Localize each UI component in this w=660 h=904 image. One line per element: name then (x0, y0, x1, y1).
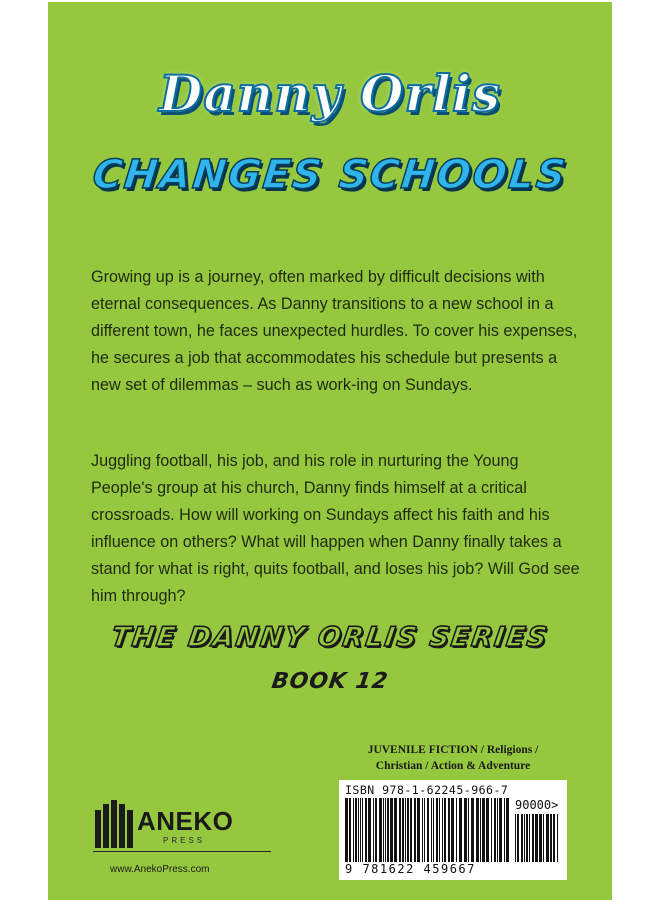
barcode-bar (444, 798, 446, 862)
barcode-bar (353, 798, 354, 862)
barcode-bar (529, 814, 530, 862)
barcode-bar (439, 798, 440, 862)
barcode-bar (464, 798, 467, 862)
publisher-website[interactable]: www.AnekoPress.com (110, 864, 210, 875)
barcode-bar (480, 798, 481, 862)
barcode-bar (379, 798, 382, 862)
blurb-paragraph-2: Juggling football, his job, and his role in nurturing the Young People's group at his church, Danny finds himself at a critical crossroads. How will working on Sundays affect his faith and his influence on others? What will happen when Danny finally takes a stand for what is right, quits football, and loses his job? Will God see him through? (91, 452, 580, 605)
barcode-bar (546, 814, 549, 862)
category-line-1: JUVENILE FICTION / Religions / (367, 744, 539, 756)
barcode-bar (383, 798, 384, 862)
barcode-bar (373, 798, 374, 862)
book-title: Danny Orlis (159, 64, 501, 123)
category-line-2: Christian / Action & Adventure (375, 760, 531, 772)
publisher-logo (93, 794, 283, 864)
price-code: 90000> (515, 798, 559, 812)
barcode-bar (535, 814, 538, 862)
category-label (338, 742, 568, 774)
barcode-bar (550, 814, 552, 862)
isbn-barcode (339, 780, 567, 880)
barcode-bar (553, 814, 555, 862)
barcode-bar (427, 798, 429, 862)
barcode-bar (442, 798, 443, 862)
barcode-bar (482, 798, 485, 862)
barcode-bar (448, 798, 450, 862)
barcode-bar (471, 798, 474, 862)
barcode-bar (394, 798, 397, 862)
barcode-bar (405, 798, 406, 862)
barcode-addon-bars (515, 814, 561, 862)
barcode-bar (407, 798, 409, 862)
barcode-bar (494, 798, 496, 862)
barcode-bar (402, 798, 404, 862)
books-icon (95, 796, 135, 848)
barcode-bar (486, 798, 489, 862)
publisher-name: ANEKO (137, 806, 234, 836)
blurb-paragraph-1: Growing up is a journey, often marked by difficult decisions with eternal consequences. As Danny transitions to a new school in a different town, he faces unexpected hurdles. To cover his expenses, he secures a job that accommodates his schedule but presents a new set of dilemmas – such as work-ing on Sundays. (91, 268, 578, 394)
book-subtitle: CHANGES SCHOOLS (90, 152, 570, 198)
barcode-bar (499, 798, 502, 862)
barcode-digits: 9 781622 459667 (345, 862, 476, 876)
barcode-bar (526, 814, 528, 862)
barcode-bar (417, 798, 420, 862)
barcode-bar (543, 814, 544, 862)
barcode-bar (422, 798, 423, 862)
book-number: BOOK 12 (269, 669, 391, 694)
barcode-bar (375, 798, 377, 862)
barcode-bars (345, 798, 509, 862)
barcode-bar (387, 798, 389, 862)
barcode-bar (521, 814, 523, 862)
barcode-bar (385, 798, 386, 862)
barcode-bar (399, 798, 401, 862)
barcode-bar (506, 798, 509, 862)
barcode-bar (349, 798, 351, 862)
barcode-bar (497, 798, 498, 862)
barcode-bar (524, 814, 525, 862)
barcode-bar (360, 798, 361, 862)
back-cover (48, 2, 612, 900)
barcode-bar (532, 814, 534, 862)
barcode-bar (358, 798, 359, 862)
barcode-bar (468, 798, 469, 862)
barcode-bar (557, 814, 558, 862)
barcode-bar (459, 798, 462, 862)
barcode-bar (390, 798, 393, 862)
barcode-bar (362, 798, 363, 862)
barcode-bar (431, 798, 432, 862)
barcode-bar (451, 798, 454, 862)
barcode-bar (414, 798, 416, 862)
barcode-bar (345, 798, 348, 862)
barcode-bar (517, 814, 519, 862)
barcode-bar (436, 798, 438, 862)
barcode-bar (365, 798, 367, 862)
logo-divider (93, 851, 271, 852)
barcode-bar (433, 798, 434, 862)
barcode-bar (539, 814, 542, 862)
barcode-bar (368, 798, 371, 862)
barcode-bar (491, 798, 492, 862)
barcode-bar (476, 798, 479, 862)
barcode-bar (515, 814, 516, 862)
barcode-bar (504, 798, 505, 862)
publisher-tagline: PRESS (163, 836, 206, 845)
barcode-bar (410, 798, 412, 862)
series-title: THE DANNY ORLIS SERIES (109, 622, 551, 653)
barcode-bar (456, 798, 457, 862)
barcode-bar (355, 798, 357, 862)
barcode-bar (424, 798, 425, 862)
isbn-number: ISBN 978-1-62245-966-7 (345, 783, 509, 797)
